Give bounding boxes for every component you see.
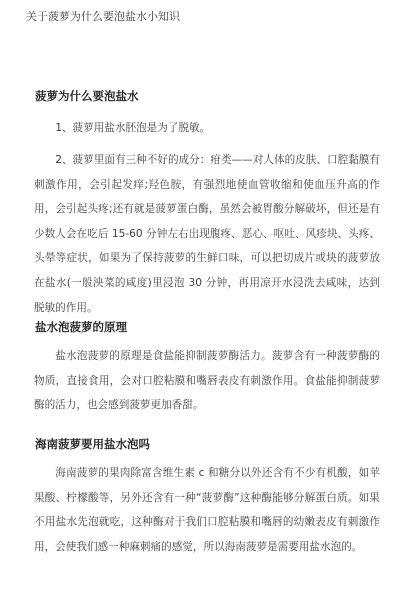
paragraph-principle: 盐水泡菠萝的原理是食盐能抑制菠萝酶活力。菠萝含有一种菠萝酶的物质，直接食用，会对口腔粘膜和嘴唇表皮有刺激作用。食盐能抑制菠萝酶的活力，也会感到菠萝更加香甜。 [34, 350, 380, 412]
page-title: 关于菠萝为什么要泡盐水小知识 [26, 10, 180, 23]
paragraph-three-components: 2、菠萝里面有三种不好的成分：疳类——对人体的皮肤、口腔黏膜有刺激作用，会引起发痒;羟色胺，有强烈地使血管收缩和使血压升高的作用，会引起头疼;还有就是菠萝蛋白酶，虽然会被胃酸分解破坏，但还是有少数人会在吃后 15-60 分钟左右出现腹疼、恶心、呕吐、风疹块、头疼、头晕等症状，如果为了保持菠萝的生鲜口味，可以把切成片或块的菠萝放在盐水(一般泱菜的咸度)里浸泡 30 分钟，再用凉开水浸洗去咸味，达到脱敏的作用。 [34, 154, 380, 314]
section-heading-hainan: 海南菠萝要用盐水泡吗 [35, 437, 150, 451]
section-heading-principle: 盐水泡菠萝的原理 [35, 320, 127, 334]
paragraph-hainan: 海南菠萝的果肉除富含维生素 c 和糖分以外还含有不少有机酸，如苹果酸、柠檬酸等，另外还含有一种“菠萝酶”这种酶能够分解蛋白质。如果不用盐水先泡就吃，这种酶对于我们口腔粘膜和嘴唇的幼嫩表皮有刺激作用，会使我们感一种麻刺痛的感觉，所以海南菠萝是需要用盐水泡的。 [34, 467, 380, 553]
paragraph-desensitize: 1、菠萝用盐水胚泡是为了脱敏。 [55, 122, 211, 134]
section-heading-why-soak: 菠萝为什么要泡盐水 [35, 89, 139, 103]
